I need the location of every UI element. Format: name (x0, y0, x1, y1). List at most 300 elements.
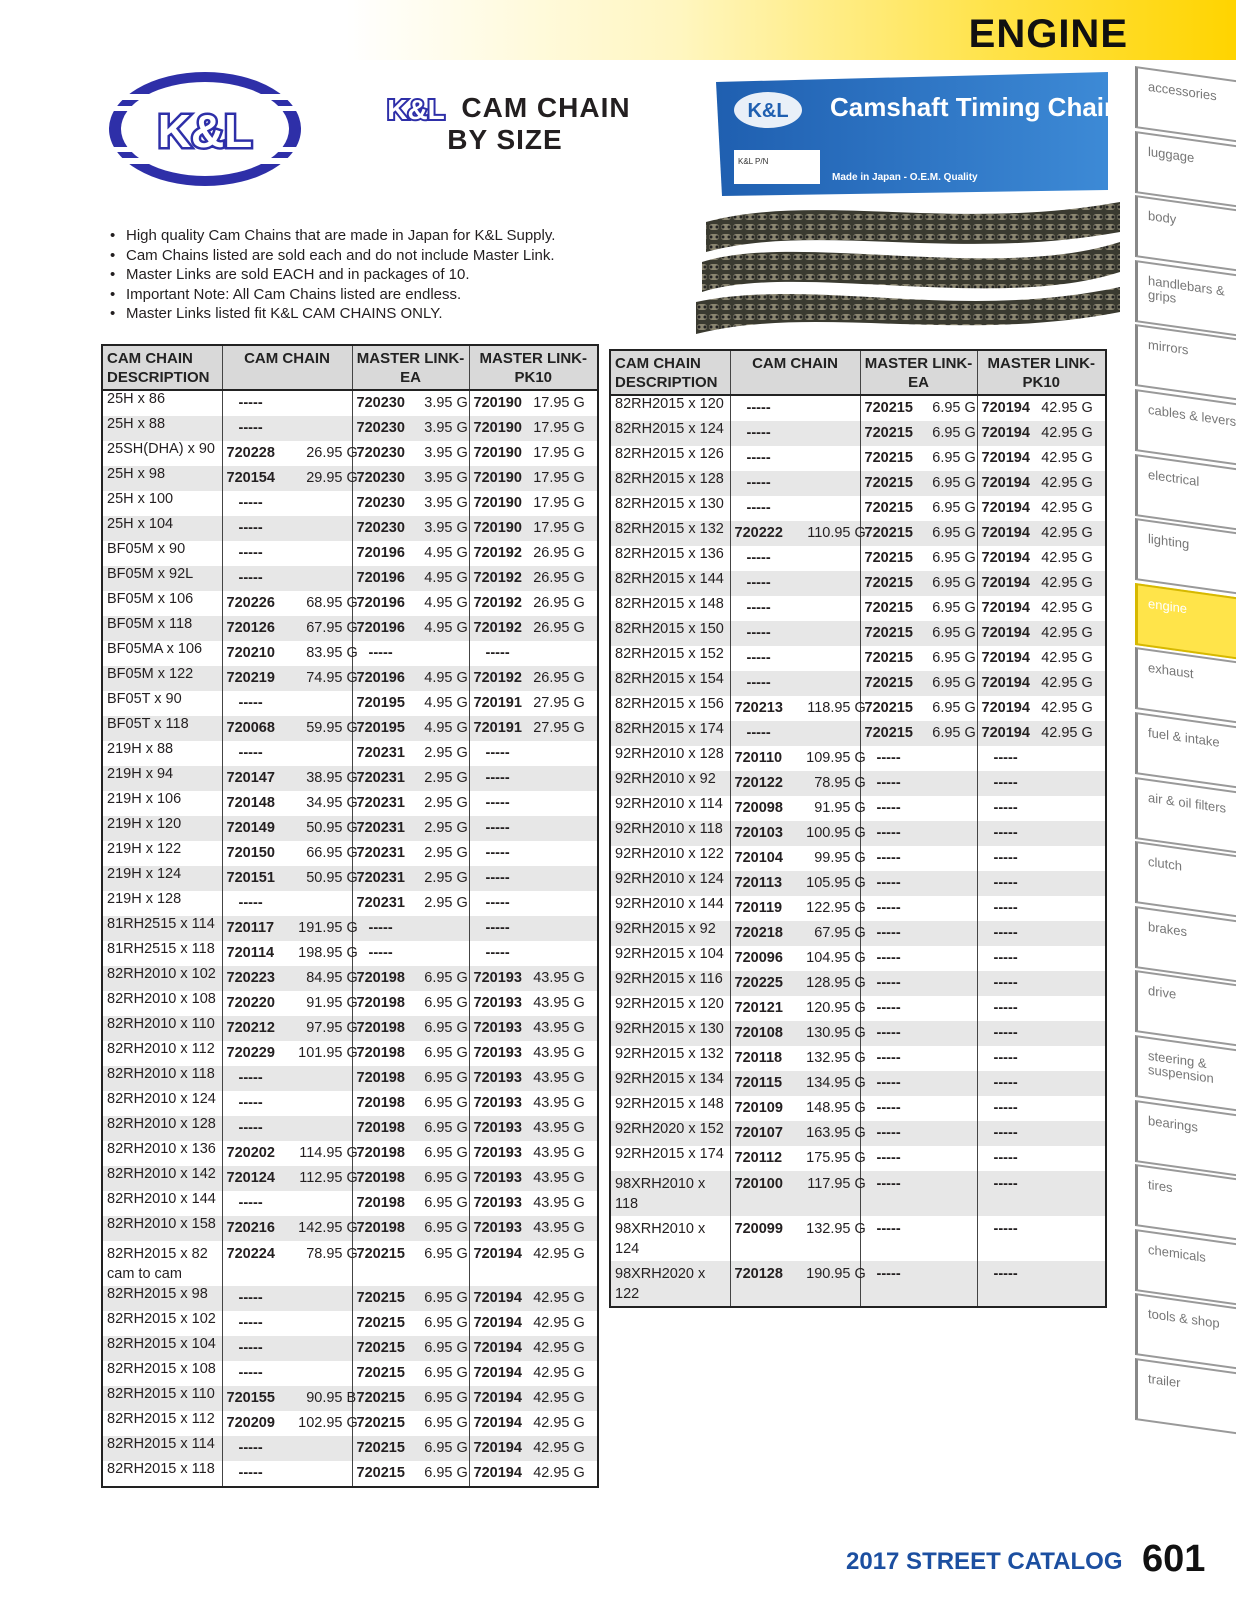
cell-empty (977, 1046, 1106, 1071)
part-number: 720223 (226, 970, 275, 986)
table-row (102, 1386, 598, 1411)
cell-part (352, 1411, 469, 1436)
cell-part (222, 666, 358, 691)
availability-code: G (573, 495, 585, 511)
cell-description: 82RH2015 x 128 (610, 471, 730, 496)
cell-part (469, 1461, 598, 1487)
part-number: 720229 (226, 1045, 275, 1061)
cell-part (222, 441, 358, 466)
part-number: 720215 (864, 725, 913, 741)
availability-code: G (573, 445, 585, 461)
kl-small-logo (379, 92, 453, 124)
cell-part (469, 716, 598, 741)
empty-marker: ----- (993, 1050, 1018, 1066)
price: 2.95 (424, 870, 453, 886)
cell-part (860, 446, 977, 471)
availability-code: G (573, 1045, 585, 1061)
empty-marker: ----- (993, 750, 1018, 766)
table-row (610, 446, 1106, 471)
part-number: 720148 (226, 795, 275, 811)
availability-code: G (346, 1145, 358, 1161)
empty-marker: ----- (993, 850, 1018, 866)
cell-part (860, 621, 977, 646)
cell-description: 82RH2015 x 144 (610, 571, 730, 596)
part-number: 720192 (473, 570, 522, 586)
price: 26.95 (533, 595, 570, 611)
cell-part (469, 1191, 598, 1216)
availability-code: G (854, 700, 866, 716)
availability-code: G (964, 675, 976, 691)
availability-code: G (573, 1415, 585, 1431)
cell-part (730, 896, 866, 921)
empty-marker: ----- (485, 770, 510, 786)
availability-code: G (1081, 500, 1093, 516)
cell-part (469, 390, 598, 416)
part-number: 720192 (473, 620, 522, 636)
cell-part (730, 771, 866, 796)
cell-empty (977, 1021, 1106, 1046)
tab-lighting[interactable] (1135, 518, 1236, 595)
table-row (610, 1046, 1106, 1071)
availability-code: G (456, 1195, 468, 1211)
cell-part (352, 491, 469, 516)
empty-marker: ----- (368, 945, 393, 961)
cell-part (469, 591, 598, 616)
part-number: 720100 (734, 1176, 783, 1192)
part-number: 720194 (981, 500, 1030, 516)
availability-code: G (573, 720, 585, 736)
cell-part (352, 1286, 469, 1311)
cell-part (352, 1116, 469, 1141)
table-row (102, 716, 598, 741)
empty-marker: ----- (746, 625, 771, 641)
cell-description: 82RH2015 x 152 (610, 646, 730, 671)
table-row (610, 421, 1106, 446)
cell-part (469, 1141, 598, 1166)
cell-part (469, 666, 598, 691)
price: 17.95 (533, 420, 570, 436)
availability-code: G (573, 970, 585, 986)
tab-body[interactable] (1135, 195, 1236, 272)
cell-part (222, 1411, 358, 1436)
page-number: 601 (1142, 1538, 1206, 1580)
part-number: 720194 (981, 700, 1030, 716)
tab-trailer[interactable] (1135, 1358, 1236, 1435)
price: 42.95 (533, 1440, 570, 1456)
price: 26.95 (533, 670, 570, 686)
table-row (610, 746, 1106, 771)
part-number: 720114 (226, 945, 275, 961)
price: 26.95 (533, 545, 570, 561)
price: 38.95 (306, 770, 343, 786)
header-master-link-ea: MASTER LINK- EA (352, 345, 469, 390)
tab-label: bearings (1148, 1112, 1198, 1135)
empty-marker: ----- (238, 1340, 263, 1356)
part-number: 720128 (734, 1266, 783, 1282)
price: 90.95 (306, 1390, 343, 1406)
empty-marker: ----- (238, 1195, 263, 1211)
price: 43.95 (533, 1220, 570, 1236)
part-number: 720108 (734, 1025, 783, 1041)
part-number: 720196 (356, 595, 405, 611)
tab-label: electrical (1148, 466, 1200, 489)
table-row (102, 591, 598, 616)
part-number: 720194 (473, 1365, 522, 1381)
price: 100.95 (806, 825, 851, 841)
cell-empty (977, 946, 1106, 971)
cell-part (977, 596, 1106, 621)
price: 42.95 (1041, 500, 1078, 516)
price: 42.95 (1041, 550, 1078, 566)
cell-part (352, 1241, 469, 1286)
cell-empty (977, 1171, 1106, 1216)
cell-description: BF05M x 92L (102, 566, 222, 591)
table-row (102, 666, 598, 691)
price: 42.95 (1041, 400, 1078, 416)
cell-part (352, 1361, 469, 1386)
empty-marker: ----- (993, 875, 1018, 891)
chain-strand (696, 287, 1120, 334)
part-number: 720230 (356, 495, 405, 511)
cell-description: 92RH2010 x 128 (610, 746, 730, 771)
availability-code: G (573, 1020, 585, 1036)
price: 2.95 (424, 845, 453, 861)
empty-marker: ----- (238, 1365, 263, 1381)
part-number: 720194 (473, 1465, 522, 1481)
empty-marker: ----- (993, 1100, 1018, 1116)
part-number: 720194 (981, 450, 1030, 466)
availability-code: G (456, 1020, 468, 1036)
empty-marker: ----- (993, 1075, 1018, 1091)
availability-code: G (456, 420, 468, 436)
price: 6.95 (424, 970, 453, 986)
part-number: 720212 (226, 1020, 275, 1036)
availability-code: G (456, 995, 468, 1011)
table-row (610, 1261, 1106, 1307)
empty-marker: ----- (876, 750, 901, 766)
cell-empty (730, 395, 860, 421)
table-row (102, 941, 598, 966)
tab-steering-suspension[interactable] (1135, 1035, 1236, 1112)
cell-description: 82RH2015 x 174 (610, 721, 730, 746)
availability-code: G (573, 1220, 585, 1236)
price: 3.95 (424, 445, 453, 461)
price: 50.95 (306, 820, 343, 836)
part-number: 720193 (473, 970, 522, 986)
cell-description: 98XRH2010 x 118 (610, 1171, 730, 1216)
cell-part (977, 446, 1106, 471)
tab-cables-levers[interactable] (1135, 389, 1236, 466)
cell-empty (730, 446, 860, 471)
cell-part (977, 546, 1106, 571)
part-number: 720192 (473, 595, 522, 611)
part-number: 720215 (864, 525, 913, 541)
availability-code: G (456, 1365, 468, 1381)
cell-part (730, 696, 866, 721)
cell-empty (977, 921, 1106, 946)
cell-part (352, 616, 469, 641)
cell-description: 82RH2010 x 142 (102, 1166, 222, 1191)
cell-description: 82RH2010 x 112 (102, 1041, 222, 1066)
availability-code: G (854, 750, 866, 766)
tab-label: luggage (1148, 143, 1195, 165)
empty-marker: ----- (876, 1266, 901, 1282)
part-number: 720215 (356, 1465, 405, 1481)
empty-marker: ----- (993, 775, 1018, 791)
table-row (102, 1461, 598, 1487)
cell-part (860, 421, 977, 446)
part-number: 720096 (734, 950, 783, 966)
price: 118.95 (807, 700, 851, 716)
table-row (610, 721, 1106, 746)
table-row (610, 1146, 1106, 1171)
cell-description: BF05M x 106 (102, 591, 222, 616)
cell-part (222, 1216, 358, 1241)
cell-empty (222, 491, 352, 516)
tab-label: chemicals (1148, 1241, 1206, 1265)
cell-empty (860, 996, 977, 1021)
empty-marker: ----- (993, 1000, 1018, 1016)
cell-empty (222, 741, 352, 766)
availability-code: G (346, 595, 358, 611)
cell-part (222, 1041, 358, 1066)
header-master-link-pk10: MASTER LINK- PK10 (977, 350, 1106, 395)
empty-marker: ----- (238, 1120, 263, 1136)
price: 134.95 (806, 1075, 851, 1091)
cell-description: 92RH2015 x 116 (610, 971, 730, 996)
price: 6.95 (932, 725, 961, 741)
tab-tools-shop[interactable] (1135, 1293, 1236, 1370)
tab-label: engine (1148, 595, 1188, 617)
cell-part (977, 421, 1106, 446)
empty-marker: ----- (485, 820, 510, 836)
availability-code: G (964, 550, 976, 566)
availability-code: G (456, 720, 468, 736)
cell-part (469, 616, 598, 641)
cell-part (352, 1386, 469, 1411)
part-number: 720231 (356, 745, 405, 761)
price: 42.95 (533, 1465, 570, 1481)
cell-part (469, 1411, 598, 1436)
part-number: 720190 (473, 495, 522, 511)
table-row (610, 771, 1106, 796)
cell-empty (977, 1146, 1106, 1171)
cell-description: 25H x 98 (102, 466, 222, 491)
part-number: 720198 (356, 995, 405, 1011)
tab-fuel-intake[interactable] (1135, 712, 1236, 789)
part-number: 720230 (356, 395, 405, 411)
part-number: 720194 (981, 425, 1030, 441)
table-row (610, 821, 1106, 846)
availability-code: G (854, 1266, 866, 1282)
part-number: 720194 (981, 600, 1030, 616)
cell-empty (860, 946, 977, 971)
price: 78.95 (306, 1246, 343, 1262)
price: 6.95 (932, 675, 961, 691)
table-row (102, 1141, 598, 1166)
part-number: 720215 (864, 600, 913, 616)
cell-description: 82RH2015 x 108 (102, 1361, 222, 1386)
cell-description: 92RH2010 x 144 (610, 896, 730, 921)
cell-empty (222, 516, 352, 541)
bullet-item: • Cam Chains listed are sold each and do not include Master Link. (110, 246, 610, 266)
cell-part (469, 1336, 598, 1361)
table-row (102, 1091, 598, 1116)
tab-accessories[interactable] (1135, 66, 1236, 143)
cell-description: BF05MA x 106 (102, 641, 222, 666)
cell-part (860, 521, 977, 546)
part-number: 720230 (356, 520, 405, 536)
cell-empty (222, 416, 352, 441)
tab-mirrors[interactable] (1135, 324, 1236, 401)
part-number: 720150 (226, 845, 275, 861)
part-number: 720122 (734, 775, 783, 791)
price: 26.95 (533, 620, 570, 636)
table-row (610, 1121, 1106, 1146)
part-number: 720099 (734, 1221, 783, 1237)
empty-marker: ----- (746, 600, 771, 616)
price: 3.95 (424, 495, 453, 511)
empty-marker: ----- (876, 900, 901, 916)
part-number: 720196 (356, 570, 405, 586)
cell-part (469, 1091, 598, 1116)
availability-code: G (456, 1315, 468, 1331)
table-row (610, 471, 1106, 496)
empty-marker: ----- (876, 850, 901, 866)
price: 42.95 (533, 1246, 570, 1262)
tab-clutch[interactable] (1135, 841, 1236, 918)
price: 83.95 (306, 645, 343, 661)
empty-marker: ----- (238, 545, 263, 561)
cell-empty (222, 1311, 352, 1336)
part-number: 720194 (473, 1315, 522, 1331)
price: 4.95 (424, 670, 453, 686)
cell-part (352, 1166, 469, 1191)
cell-empty (352, 916, 469, 941)
empty-marker: ----- (993, 1025, 1018, 1041)
availability-code: G (854, 925, 866, 941)
cell-part (730, 1171, 866, 1216)
availability-code: G (573, 470, 585, 486)
header-description: CAM CHAIN DESCRIPTION (102, 345, 222, 390)
cell-part (860, 546, 977, 571)
price: 3.95 (424, 420, 453, 436)
price: 91.95 (306, 995, 343, 1011)
part-number: 720151 (226, 870, 275, 886)
price: 42.95 (1041, 450, 1078, 466)
price: 42.95 (1041, 675, 1078, 691)
tab-label: trailer (1148, 1370, 1181, 1391)
cell-part (977, 521, 1106, 546)
empty-marker: ----- (238, 895, 263, 911)
cell-part (469, 441, 598, 466)
part-number: 720112 (734, 1150, 783, 1166)
cell-part (352, 891, 469, 916)
availability-code: G (854, 1150, 866, 1166)
cell-empty (860, 1021, 977, 1046)
price: 6.95 (424, 1440, 453, 1456)
empty-marker: ----- (876, 1075, 901, 1091)
category-tabs (1135, 60, 1236, 1460)
part-number: 720194 (981, 650, 1030, 666)
cell-description: 25H x 100 (102, 491, 222, 516)
cell-description: BF05M x 122 (102, 666, 222, 691)
cell-description: 82RH2015 x 110 (102, 1386, 222, 1411)
cell-part (469, 1166, 598, 1191)
empty-marker: ----- (238, 745, 263, 761)
price: 42.95 (533, 1415, 570, 1431)
part-number: 720215 (864, 675, 913, 691)
cell-description: 92RH2015 x 120 (610, 996, 730, 1021)
price: 2.95 (424, 895, 453, 911)
availability-code: G (573, 1145, 585, 1161)
price: 42.95 (1041, 650, 1078, 666)
tab-exhaust[interactable] (1135, 647, 1236, 724)
empty-marker: ----- (746, 500, 771, 516)
empty-marker: ----- (485, 945, 510, 961)
tab-label: mirrors (1148, 337, 1189, 358)
cell-empty (469, 816, 598, 841)
part-number: 720109 (734, 1100, 783, 1116)
cell-description: 82RH2010 x 108 (102, 991, 222, 1016)
cell-description: 82RH2015 x 130 (610, 496, 730, 521)
availability-code: G (346, 470, 358, 486)
cell-empty (860, 746, 977, 771)
price: 29.95 (306, 470, 343, 486)
tab-drive[interactable] (1135, 970, 1236, 1047)
cell-part (730, 521, 866, 546)
table-row (610, 921, 1106, 946)
tab-label: cables & levers (1148, 401, 1236, 430)
cell-part (977, 471, 1106, 496)
cell-empty (860, 896, 977, 921)
availability-code: G (346, 845, 358, 861)
cell-empty (469, 941, 598, 966)
cell-description: 219H x 94 (102, 766, 222, 791)
availability-code: G (1081, 575, 1093, 591)
price: 6.95 (424, 1220, 453, 1236)
price: 190.95 (806, 1266, 851, 1282)
empty-marker: ----- (993, 1266, 1018, 1282)
availability-code: G (346, 820, 358, 836)
availability-code: G (1081, 625, 1093, 641)
availability-code: B (346, 1390, 357, 1406)
table-row (102, 1016, 598, 1041)
cell-part (352, 516, 469, 541)
price: 99.95 (814, 850, 851, 866)
bullet-item: • Master Links listed fit K&L CAM CHAINS ONLY. (110, 304, 610, 324)
cell-part (469, 1016, 598, 1041)
price: 17.95 (533, 470, 570, 486)
tab-tires[interactable] (1135, 1164, 1236, 1241)
availability-code: G (346, 795, 358, 811)
table-row (102, 491, 598, 516)
price: 6.95 (932, 500, 961, 516)
cell-empty (469, 741, 598, 766)
part-number: 720124 (226, 1170, 275, 1186)
box-label: K&L P/N (738, 157, 769, 166)
table-row (102, 791, 598, 816)
cell-description: 92RH2015 x 148 (610, 1096, 730, 1121)
table-row (102, 1241, 598, 1286)
availability-code: G (456, 495, 468, 511)
availability-code: G (1081, 450, 1093, 466)
header-description: CAM CHAIN DESCRIPTION (610, 350, 730, 395)
price: 109.95 (806, 750, 851, 766)
availability-code: G (456, 745, 468, 761)
availability-code: G (1081, 725, 1093, 741)
price: 42.95 (1041, 600, 1078, 616)
